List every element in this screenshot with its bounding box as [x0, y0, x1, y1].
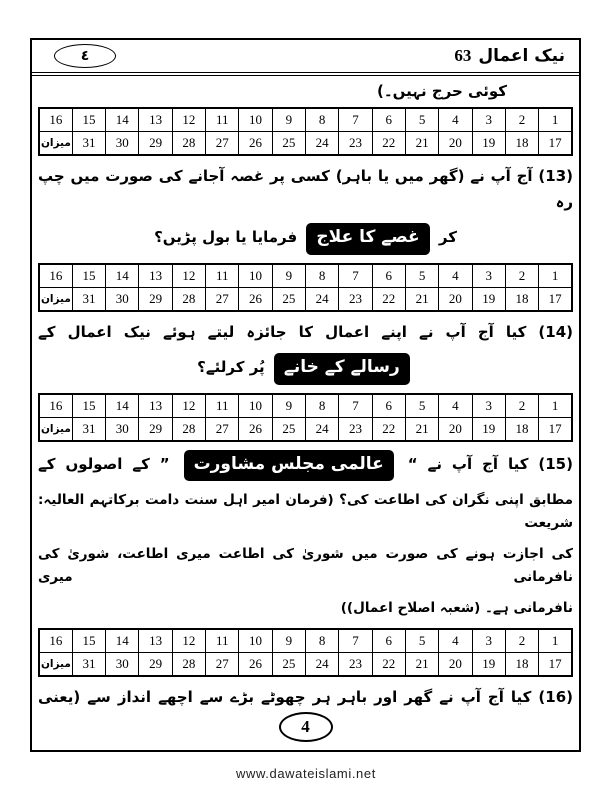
day-cell: 30 [106, 132, 139, 156]
day-cell: 1 [539, 629, 572, 653]
day-cell: 30 [106, 287, 139, 311]
day-cell: 23 [339, 652, 372, 676]
day-cell: 31 [72, 417, 105, 441]
total-cell: میزان [39, 132, 72, 156]
day-cell: 19 [472, 652, 505, 676]
question-14-line-1: (14) کیا آج آپ نے اپنے اعمال کا جائزہ لیتے ہوئے نیک اعمال کے [38, 322, 573, 341]
day-cell: 16 [39, 108, 72, 132]
day-cell: 8 [306, 264, 339, 288]
page-content [32, 76, 579, 708]
book-title-number: 63 [454, 46, 472, 65]
question-15-line-1 [38, 450, 573, 482]
day-cell: 14 [106, 108, 139, 132]
day-cell: 30 [106, 417, 139, 441]
book-title-text: نیک اعمال [478, 46, 565, 66]
day-cell: 12 [172, 108, 205, 132]
day-cell: 22 [372, 132, 405, 156]
score-table-body [39, 108, 572, 155]
day-cell: 31 [72, 287, 105, 311]
score-table-row [39, 394, 572, 418]
day-cell: 27 [206, 652, 239, 676]
question-15-line-4: نافرمانی ہے۔ (شعبہ اصلاح اعمال)) [340, 599, 573, 616]
day-cell: 26 [239, 652, 272, 676]
header-badge-number: ٤ [80, 48, 90, 64]
score-table-row [39, 652, 572, 676]
day-cell: 16 [39, 264, 72, 288]
day-cell: 23 [339, 417, 372, 441]
day-cell: 27 [206, 417, 239, 441]
day-cell: 20 [439, 652, 472, 676]
day-cell: 24 [306, 417, 339, 441]
day-cell: 15 [72, 108, 105, 132]
day-cell: 3 [472, 394, 505, 418]
day-cell: 25 [272, 417, 305, 441]
score-table-row [39, 108, 572, 132]
day-cell: 4 [439, 394, 472, 418]
day-cell: 13 [139, 394, 172, 418]
page-number-badge [279, 712, 333, 742]
score-table-3 [38, 393, 573, 442]
day-cell: 18 [505, 132, 538, 156]
day-cell: 26 [239, 132, 272, 156]
day-cell: 10 [239, 629, 272, 653]
day-cell: 1 [539, 108, 572, 132]
day-cell: 20 [439, 132, 472, 156]
day-cell: 9 [272, 264, 305, 288]
day-cell: 5 [405, 629, 438, 653]
day-cell: 13 [139, 629, 172, 653]
day-cell: 6 [372, 394, 405, 418]
q15-highlight: عالمی مجلس مشاورت [184, 450, 394, 482]
day-cell: 22 [372, 417, 405, 441]
day-cell: 8 [306, 394, 339, 418]
day-cell: 7 [339, 264, 372, 288]
day-cell: 17 [539, 287, 572, 311]
score-table-2 [38, 263, 573, 312]
day-cell: 7 [339, 108, 372, 132]
day-cell: 20 [439, 417, 472, 441]
day-cell: 12 [172, 264, 205, 288]
day-cell: 17 [539, 652, 572, 676]
day-cell: 26 [239, 417, 272, 441]
page-frame [30, 38, 581, 752]
day-cell: 2 [505, 108, 538, 132]
day-cell: 28 [172, 287, 205, 311]
day-cell: 19 [472, 287, 505, 311]
score-table-row [39, 417, 572, 441]
q15-text-pre: (15) کیا آج آپ نے “ [407, 454, 573, 473]
day-cell: 27 [206, 287, 239, 311]
score-table-1 [38, 107, 573, 156]
day-cell: 1 [539, 394, 572, 418]
question-15-line-2: مطابق اپنی نگران کی اطاعت کی؟ (فرمان امیر اہل سنت دامت برکاتہم العالیہ: شریعت [38, 492, 573, 531]
day-cell: 8 [306, 108, 339, 132]
day-cell: 2 [505, 629, 538, 653]
day-cell: 22 [372, 652, 405, 676]
total-cell: میزان [39, 652, 72, 676]
day-cell: 2 [505, 264, 538, 288]
day-cell: 29 [139, 287, 172, 311]
day-cell: 29 [139, 132, 172, 156]
day-cell: 15 [72, 264, 105, 288]
day-cell: 7 [339, 629, 372, 653]
day-cell: 4 [439, 108, 472, 132]
day-cell: 21 [405, 652, 438, 676]
score-table-body [39, 394, 572, 441]
q13-text-pre: کر [438, 228, 457, 246]
day-cell: 5 [405, 264, 438, 288]
score-table-row [39, 287, 572, 311]
score-table-4 [38, 628, 573, 677]
q15-text-post: ” کے اصولوں کے [38, 454, 170, 473]
question-13-line-1: (13) آج آپ نے (گھر میں یا باہر) کسی پر غصہ آجانے کی صورت میں چپ رہ [38, 167, 573, 211]
score-table-body [39, 629, 572, 676]
day-cell: 19 [472, 417, 505, 441]
page-header [32, 40, 579, 76]
day-cell: 15 [72, 629, 105, 653]
day-cell: 11 [206, 629, 239, 653]
day-cell: 29 [139, 652, 172, 676]
day-cell: 16 [39, 394, 72, 418]
day-cell: 23 [339, 287, 372, 311]
day-cell: 31 [72, 132, 105, 156]
q14-highlight: رسالے کے خانے [274, 353, 410, 385]
day-cell: 13 [139, 108, 172, 132]
day-cell: 7 [339, 394, 372, 418]
day-cell: 4 [439, 264, 472, 288]
day-cell: 11 [206, 108, 239, 132]
score-table-row [39, 629, 572, 653]
day-cell: 29 [139, 417, 172, 441]
day-cell: 10 [239, 264, 272, 288]
day-cell: 11 [206, 264, 239, 288]
day-cell: 1 [539, 264, 572, 288]
day-cell: 21 [405, 287, 438, 311]
day-cell: 23 [339, 132, 372, 156]
day-cell: 18 [505, 652, 538, 676]
day-cell: 24 [306, 652, 339, 676]
day-cell: 6 [372, 264, 405, 288]
day-cell: 11 [206, 394, 239, 418]
day-cell: 9 [272, 629, 305, 653]
total-cell: میزان [39, 287, 72, 311]
score-table-body [39, 264, 572, 311]
header-number-badge [54, 44, 116, 68]
day-cell: 4 [439, 629, 472, 653]
day-cell: 25 [272, 132, 305, 156]
day-cell: 9 [272, 108, 305, 132]
day-cell: 20 [439, 287, 472, 311]
total-cell: میزان [39, 417, 72, 441]
day-cell: 17 [539, 132, 572, 156]
day-cell: 10 [239, 394, 272, 418]
day-cell: 25 [272, 652, 305, 676]
day-cell: 8 [306, 629, 339, 653]
website-url: www.dawateislami.net [236, 766, 376, 781]
day-cell: 24 [306, 132, 339, 156]
day-cell: 12 [172, 629, 205, 653]
day-cell: 25 [272, 287, 305, 311]
day-cell: 6 [372, 629, 405, 653]
question-15-line-3: کی اجازت ہونے کی صورت میں شوریٰ کی اطاعت میری اطاعت، شوریٰ کی نافرمانی میری [38, 545, 573, 585]
question-13-line-2 [38, 223, 573, 255]
day-cell: 16 [39, 629, 72, 653]
day-cell: 31 [72, 652, 105, 676]
day-cell: 28 [172, 652, 205, 676]
day-cell: 3 [472, 108, 505, 132]
day-cell: 18 [505, 287, 538, 311]
day-cell: 28 [172, 417, 205, 441]
day-cell: 19 [472, 132, 505, 156]
day-cell: 14 [106, 394, 139, 418]
page-number: 4 [301, 717, 310, 736]
day-cell: 5 [405, 394, 438, 418]
day-cell: 26 [239, 287, 272, 311]
day-cell: 22 [372, 287, 405, 311]
intro-line: کوئی حرج نہیں۔) [376, 82, 507, 100]
day-cell: 28 [172, 132, 205, 156]
book-title [454, 46, 565, 66]
day-cell: 30 [106, 652, 139, 676]
day-cell: 27 [206, 132, 239, 156]
day-cell: 3 [472, 264, 505, 288]
day-cell: 13 [139, 264, 172, 288]
q14-text-post: پُر کرلئے؟ [197, 358, 265, 376]
question-16-line-1: (16) کیا آج آپ نے گھر اور باہر ہر چھوٹے بڑے سے اچھے انداز سے (یعنی [38, 687, 573, 706]
day-cell: 3 [472, 629, 505, 653]
day-cell: 5 [405, 108, 438, 132]
day-cell: 10 [239, 108, 272, 132]
day-cell: 24 [306, 287, 339, 311]
day-cell: 6 [372, 108, 405, 132]
day-cell: 15 [72, 394, 105, 418]
day-cell: 14 [106, 264, 139, 288]
q13-text-post: فرمایا یا بول پڑیں؟ [154, 228, 298, 246]
q13-highlight: غصے کا علاج [306, 223, 429, 255]
day-cell: 2 [505, 394, 538, 418]
day-cell: 18 [505, 417, 538, 441]
day-cell: 12 [172, 394, 205, 418]
question-14-line-2 [38, 353, 573, 385]
score-table-row [39, 264, 572, 288]
day-cell: 17 [539, 417, 572, 441]
day-cell: 21 [405, 417, 438, 441]
day-cell: 21 [405, 132, 438, 156]
day-cell: 14 [106, 629, 139, 653]
day-cell: 9 [272, 394, 305, 418]
score-table-row [39, 132, 572, 156]
